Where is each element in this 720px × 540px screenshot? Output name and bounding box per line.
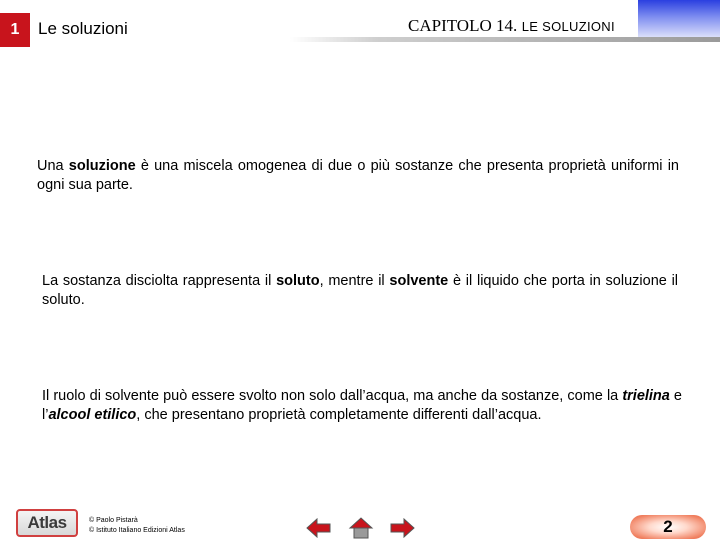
credits bbox=[89, 516, 185, 536]
prev-slide-button[interactable] bbox=[306, 517, 332, 539]
chapter-title: LE SOLUZIONI bbox=[521, 19, 615, 34]
next-slide-button[interactable] bbox=[389, 517, 415, 539]
text: , mentre il bbox=[319, 272, 390, 289]
paragraph-solute-solvent bbox=[42, 272, 678, 310]
text: Il ruolo di solvente può essere svolto non solo dall’acqua, ma anche da sostanze, come la bbox=[42, 387, 623, 404]
chapter-header bbox=[408, 16, 615, 36]
corner-gradient-decoration bbox=[638, 0, 720, 38]
atlas-logo: Atlas bbox=[16, 509, 78, 537]
section-title: Le soluzioni bbox=[38, 19, 128, 38]
term-soluzione: soluzione bbox=[68, 157, 136, 174]
term-trielina: trielina bbox=[622, 387, 670, 404]
text: La sostanza disciolta rappresenta il bbox=[42, 272, 277, 289]
credit-publisher: © Istituto Italiano Edizioni Atlas bbox=[89, 527, 185, 534]
text: Una bbox=[37, 157, 69, 174]
arrow-left-icon bbox=[306, 518, 332, 538]
term-soluto: soluto bbox=[276, 272, 320, 289]
term-solvente: solvente bbox=[389, 272, 449, 289]
home-button[interactable] bbox=[348, 517, 374, 539]
text: è il liquido che porta in soluzione il soluto. bbox=[42, 272, 679, 308]
home-icon bbox=[348, 517, 374, 539]
text: , che presentano proprietà completamente differenti dall’acqua. bbox=[136, 406, 542, 423]
paragraph-definition bbox=[37, 157, 679, 195]
section-number-badge: 1 bbox=[0, 13, 30, 47]
term-alcool-etilico: alcool etilico bbox=[48, 406, 137, 423]
paragraph-solvent-role bbox=[42, 387, 682, 425]
page-number-badge: 2 bbox=[630, 515, 706, 539]
text: è una miscela omogenea di due o più sostanze che presenta proprietà uniformi in ogni sua parte. bbox=[37, 157, 679, 193]
arrow-right-icon bbox=[389, 518, 415, 538]
text: e l’ bbox=[42, 387, 682, 423]
header-divider bbox=[290, 37, 720, 42]
credit-author: © Paolo Pistarà bbox=[89, 517, 138, 524]
chapter-number: CAPITOLO 14. bbox=[408, 16, 518, 35]
